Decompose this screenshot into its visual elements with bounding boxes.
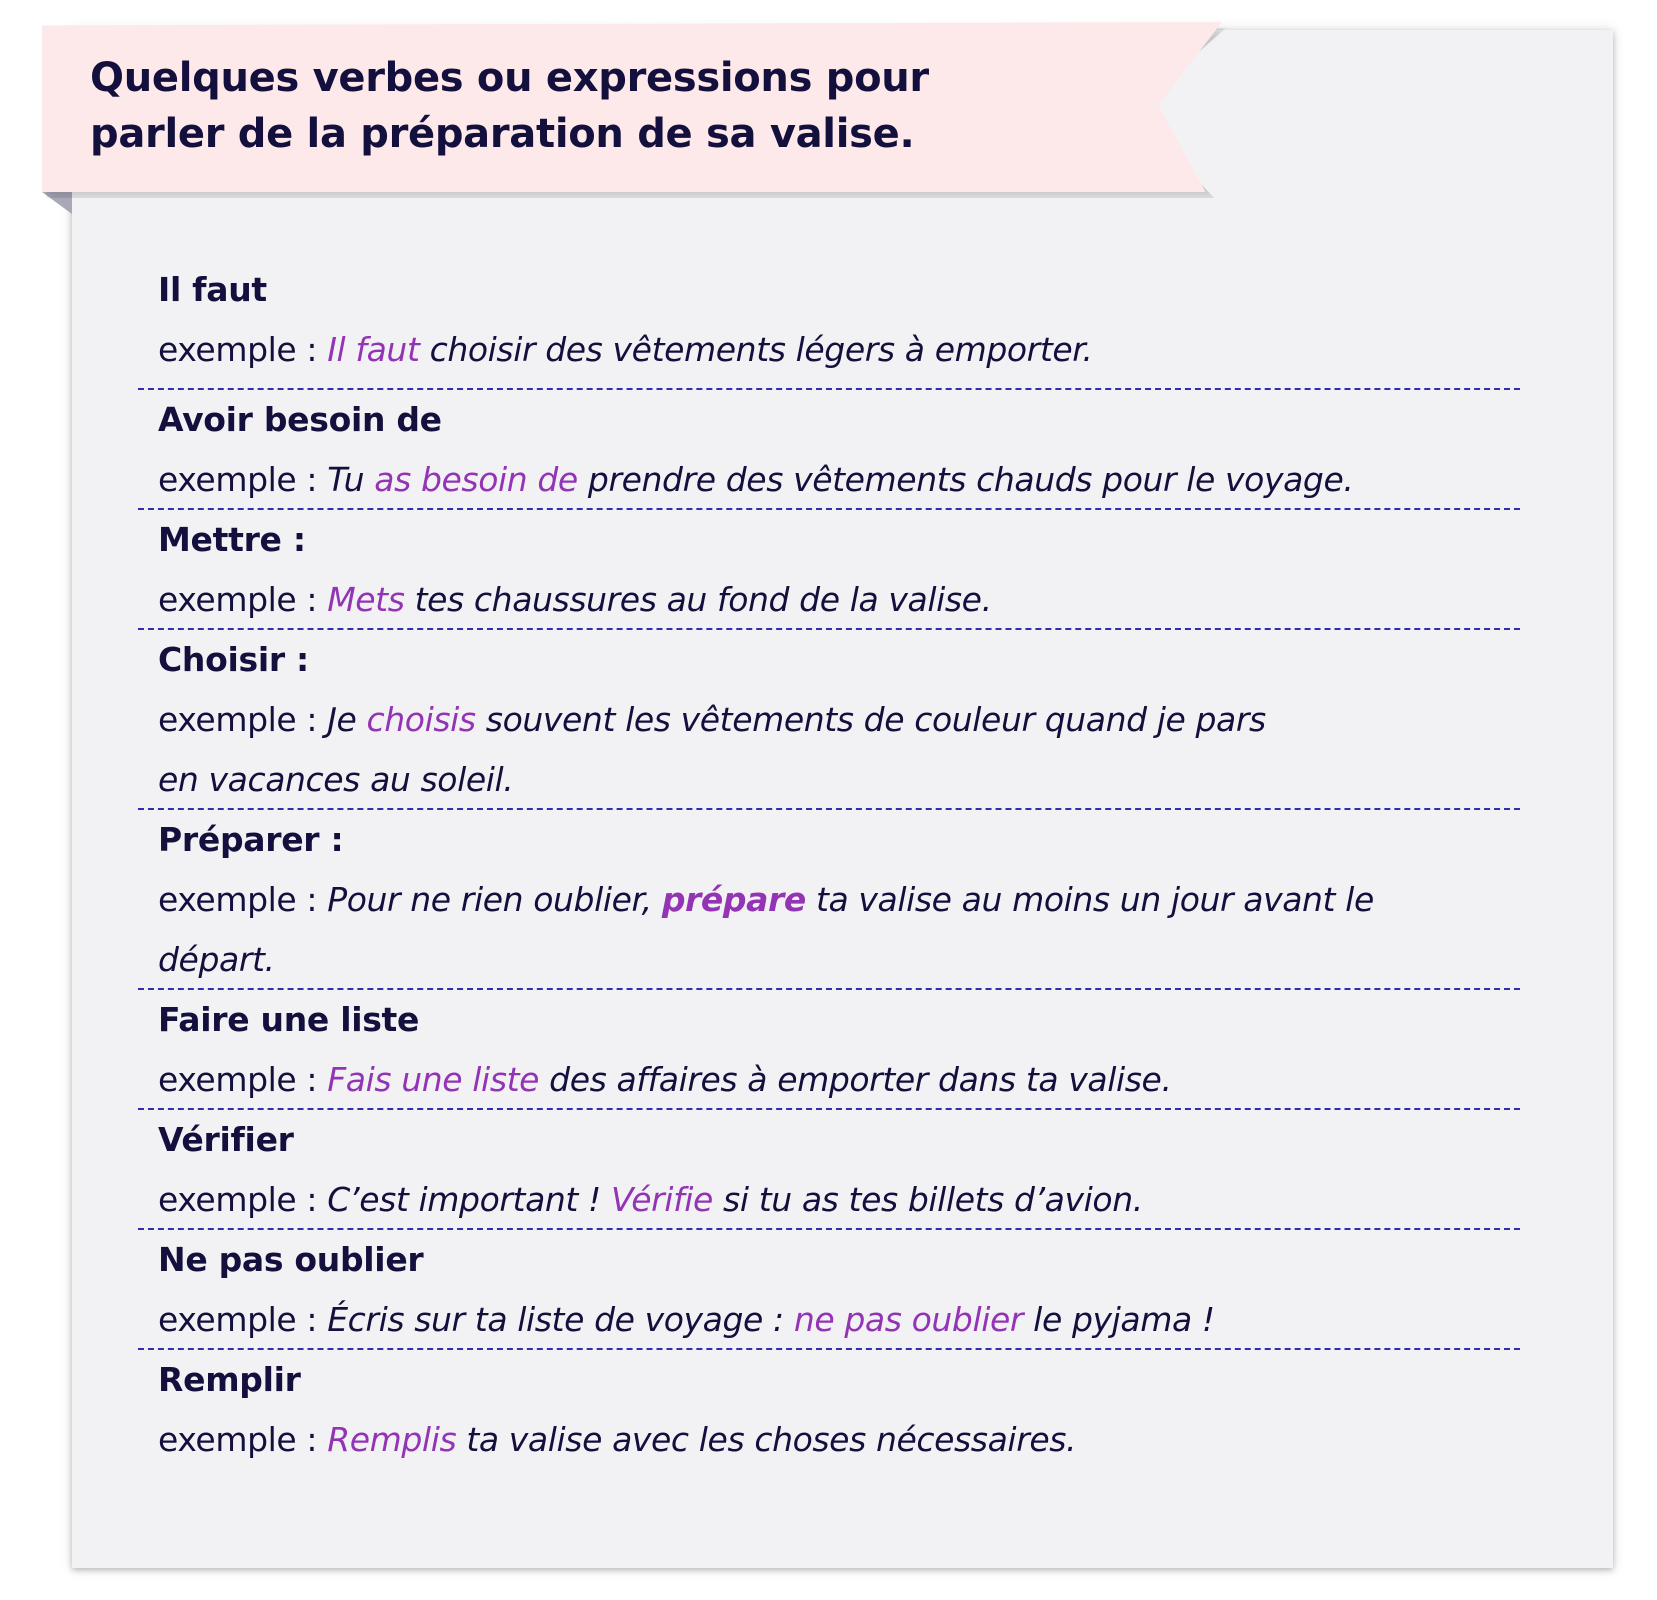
list-item (138, 990, 1520, 1110)
term: Il faut (158, 270, 267, 309)
title-line-2: parler de la préparation de sa valise. (90, 111, 915, 157)
list-item (138, 810, 1520, 990)
example-text: ta valise avec les choses nécessaires. (456, 1420, 1077, 1459)
example-label: exemple : (158, 1300, 328, 1339)
highlight: Mets (327, 580, 405, 619)
example (158, 320, 1520, 380)
list-item (138, 630, 1520, 810)
example-label: exemple : (158, 1060, 328, 1099)
term: Avoir besoin de (158, 400, 442, 439)
verb-list (138, 260, 1520, 1470)
example-label: exemple : (158, 580, 328, 619)
example-text: des affaires à emporter dans ta valise. (539, 1060, 1172, 1099)
example-label: exemple : (158, 460, 328, 499)
example (158, 450, 1520, 510)
highlight: as besoin de (374, 460, 578, 499)
highlight: Il faut (327, 330, 420, 369)
example-text: si tu as tes billets d’avion. (712, 1180, 1143, 1219)
title-line-1: Quelques verbes ou expressions pour (90, 55, 929, 101)
term: Vérifier (158, 1120, 294, 1159)
example-text: C’est important ! (327, 1180, 611, 1219)
example-text: Pour ne rien oublier, (327, 880, 662, 919)
list-item (138, 390, 1520, 510)
example (158, 1170, 1520, 1230)
list-item (138, 1230, 1520, 1350)
page-title (90, 50, 1090, 162)
example-label: exemple : (158, 880, 328, 919)
example-text: en vacances au soleil. (158, 760, 514, 799)
term: Faire une liste (158, 1000, 420, 1039)
example-text: ta valise au moins un jour avant le (805, 880, 1374, 919)
example (158, 690, 1520, 810)
example-label: exemple : (158, 1180, 328, 1219)
example (158, 570, 1520, 630)
list-item (138, 260, 1520, 390)
example-text: Écris sur ta liste de voyage : (327, 1300, 794, 1339)
example-text: prendre des vêtements chauds pour le voyage. (577, 460, 1354, 499)
example-text: Tu (327, 460, 375, 499)
list-item (138, 1110, 1520, 1230)
term: Remplir (158, 1360, 301, 1399)
example-text: choisir des vêtements légers à emporter. (419, 330, 1093, 369)
list-item (138, 1350, 1520, 1470)
example-label: exemple : (158, 1420, 328, 1459)
example (158, 1290, 1520, 1350)
list-item (138, 510, 1520, 630)
example-text: souvent les vêtements de couleur quand je pars (475, 700, 1266, 739)
term: Choisir : (158, 640, 309, 679)
highlight: choisis (366, 700, 476, 739)
term: Préparer : (158, 820, 344, 859)
highlight: Fais une liste (327, 1060, 540, 1099)
example (158, 1410, 1520, 1470)
example-text: Je (327, 700, 367, 739)
example (158, 1050, 1520, 1110)
highlight: prépare (661, 880, 806, 919)
highlight: ne pas oublier (793, 1300, 1024, 1339)
term: Ne pas oublier (158, 1240, 424, 1279)
highlight: Remplis (327, 1420, 457, 1459)
example-label: exemple : (158, 700, 328, 739)
example-label: exemple : (158, 330, 328, 369)
term: Mettre : (158, 520, 306, 559)
example-text: le pyjama ! (1023, 1300, 1215, 1339)
example-text: départ. (158, 940, 275, 979)
example-text: tes chaussures au fond de la valise. (404, 580, 992, 619)
highlight: Vérifie (610, 1180, 713, 1219)
example (158, 870, 1520, 990)
